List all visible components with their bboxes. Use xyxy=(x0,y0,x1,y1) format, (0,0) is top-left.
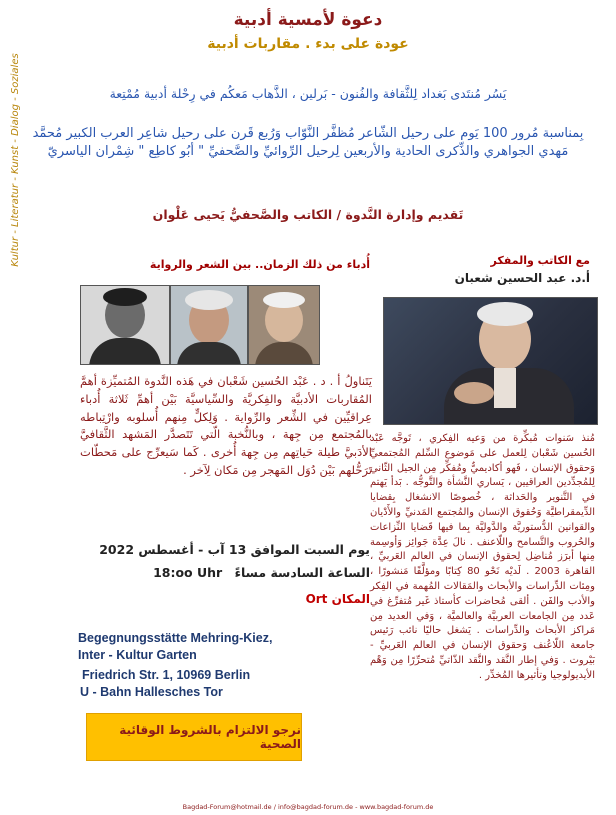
portrait-1 xyxy=(80,285,170,365)
event-description: يَتَناولُ أ . د . عَبْد الحُسين شَعْبان في هَذه النَّدوة المُتميِّزة أهمَّ المُقاربات الأدبيَّة والفِكريَّة والسِّياسيَّة بَيْن أهمِّ ثَلاثة أُدباء عِراقيِّين في الشِّعر والرِّواية . وَلِكلٍّ مِنهم أُسلوبه وارْتِباطه بالمُجتمع مِن جِهة ، وبالنُّخبة الّتي تَتَصدَّر المَشهد الثَّقافيَّ الأدَبيَّ طيلة حَياتِهم مِن جِهة أُخرى . كَما سَيعرِّج على مَحطّات تَرَحُّلهم بَيْن دُوَل المَهجر مِن مَكان لِآخر . xyxy=(80,374,372,478)
left-heading: أُدباء من ذلك الزمان.. بين الشعر والرواية xyxy=(149,258,370,271)
venue-line-1: Begegnungsstätte Mehring-Kiez, xyxy=(78,631,273,645)
event-date: يوم السبت الموافق 13 آب - أغسطس 2022 xyxy=(99,542,370,557)
time-german: 18:oo Uhr xyxy=(153,565,223,580)
time-arabic: الساعة السادسة مساءً xyxy=(234,565,370,580)
address-line-2: U - Bahn Hallesches Tor xyxy=(80,685,223,699)
portrait-3 xyxy=(248,285,320,365)
page-subtitle: عودة على بدء . مقاربات أدبية xyxy=(207,36,409,52)
venue-line-2: Inter - Kultur Garten xyxy=(78,648,197,662)
portrait-2 xyxy=(170,285,248,365)
address-line-1: Friedrich Str. 1, 10969 Berlin xyxy=(82,668,251,682)
event-time xyxy=(80,565,370,580)
health-notice-banner: نرجو الالتزام بالشروط الوقائية الصحية xyxy=(86,713,302,761)
side-tagline: Kultur - Literatur - Kunst - Dialog - Soziales xyxy=(10,53,21,267)
speaker-bio: مُنذ سَنوات مُبكِّرة من وَعيه الفِكري ، تَوجَّه عَبْد الحُسين شَعْبان لِلعمل على مَوضوع السِّلم المُجتمعيِّ وَحقوق الإنسان ، فَهو أكاديميٌّ ومُفكِّر مِن الجيل الثّاني لِلمُجدِّدين العراقيين ، يَساري النَّشأة والتَّوجُّه . بَدأ يَهتم في التَّنوير والحَداثة ، خُصوصًا الانشغال بِقضايا الدِّيمقراطيَّة وَحُقوق الإنسان والمُجتمع المَدنيِّ والأَدْيان والقوانين الدُّستوريَّة والدَّوليَّة بِما فيها قَضايا النِّزاعات والحُروب والتَّسامح واللّاعنف . نالَ عِدَّة جَوائِز وَأوسِمة مِنها أبرَز مُناضِل لِحقوق الإنسان في العالم العَربيِّ ، القاهرة 2003 . لَديْه نَحْو 80 كِتابًا ومؤلَّفًا مَنشورًا ، ومِئات الدِّراسات والأبحاث والمَقالات المُهمة في الفِكر والأدب والفَن . ألقى مُحاضرات كأستاذ غَير مُتفرِّغ في عَدد مِن الجامعات العربيَّة والعالميَّة ، وَفي العديد مِن مَراكز الأبحاث والدِّراسات . يَشغل حاليًا نائب رَئيس جامعة اللّاعُنف وَحقوق الإنسان في العالم العَربيِّ - بَيْروت . وَفي إطار النَّقد والنَّقد الذّاتيِّ مُتحرِّرًا مِن وَهْم الأيديولوجيا وتأثيرها المُخدِّر . xyxy=(370,433,596,681)
occasion-text: بِمناسبة مُرور 100 يَوم على رحيل الشّاعر مُظفَّر النَّوّاب وَرُبع قَرن على رحيل شاعِر العرب الكبير مُحمَّد مَهدي الجواهري والذِّكرى الحادية والأربعين لِرحيل الرِّوائيِّ والصَّحفيِّ " أبُو كاطِع " شِمْران الياسريّ xyxy=(32,126,584,159)
speaker-photo xyxy=(383,297,598,425)
right-heading: مع الكاتب والمفكر xyxy=(490,254,590,267)
speaker-name: أ.د. عبد الحسين شعبان xyxy=(454,271,590,285)
intro-text: يَسُر مُنتَدى بَغداد لِلثَّقافة والفُنون - بَرلين ، الذَّهاب مَعكُم في رِحْلة أدبية مُمْتِعة xyxy=(109,86,507,101)
page-title: دعوة لأمسية أدبية xyxy=(233,10,383,30)
place-label: المكان Ort xyxy=(305,592,370,606)
presenter-line: تَقديم وإدارة النَّدوة / الكاتب والصَّحفيُّ يَحيى عَلْوان xyxy=(152,207,464,222)
footer-contact: Bagdad-Forum@hotmail.de / info@bagdad-forum.de - www.bagdad-forum.de xyxy=(182,803,434,811)
